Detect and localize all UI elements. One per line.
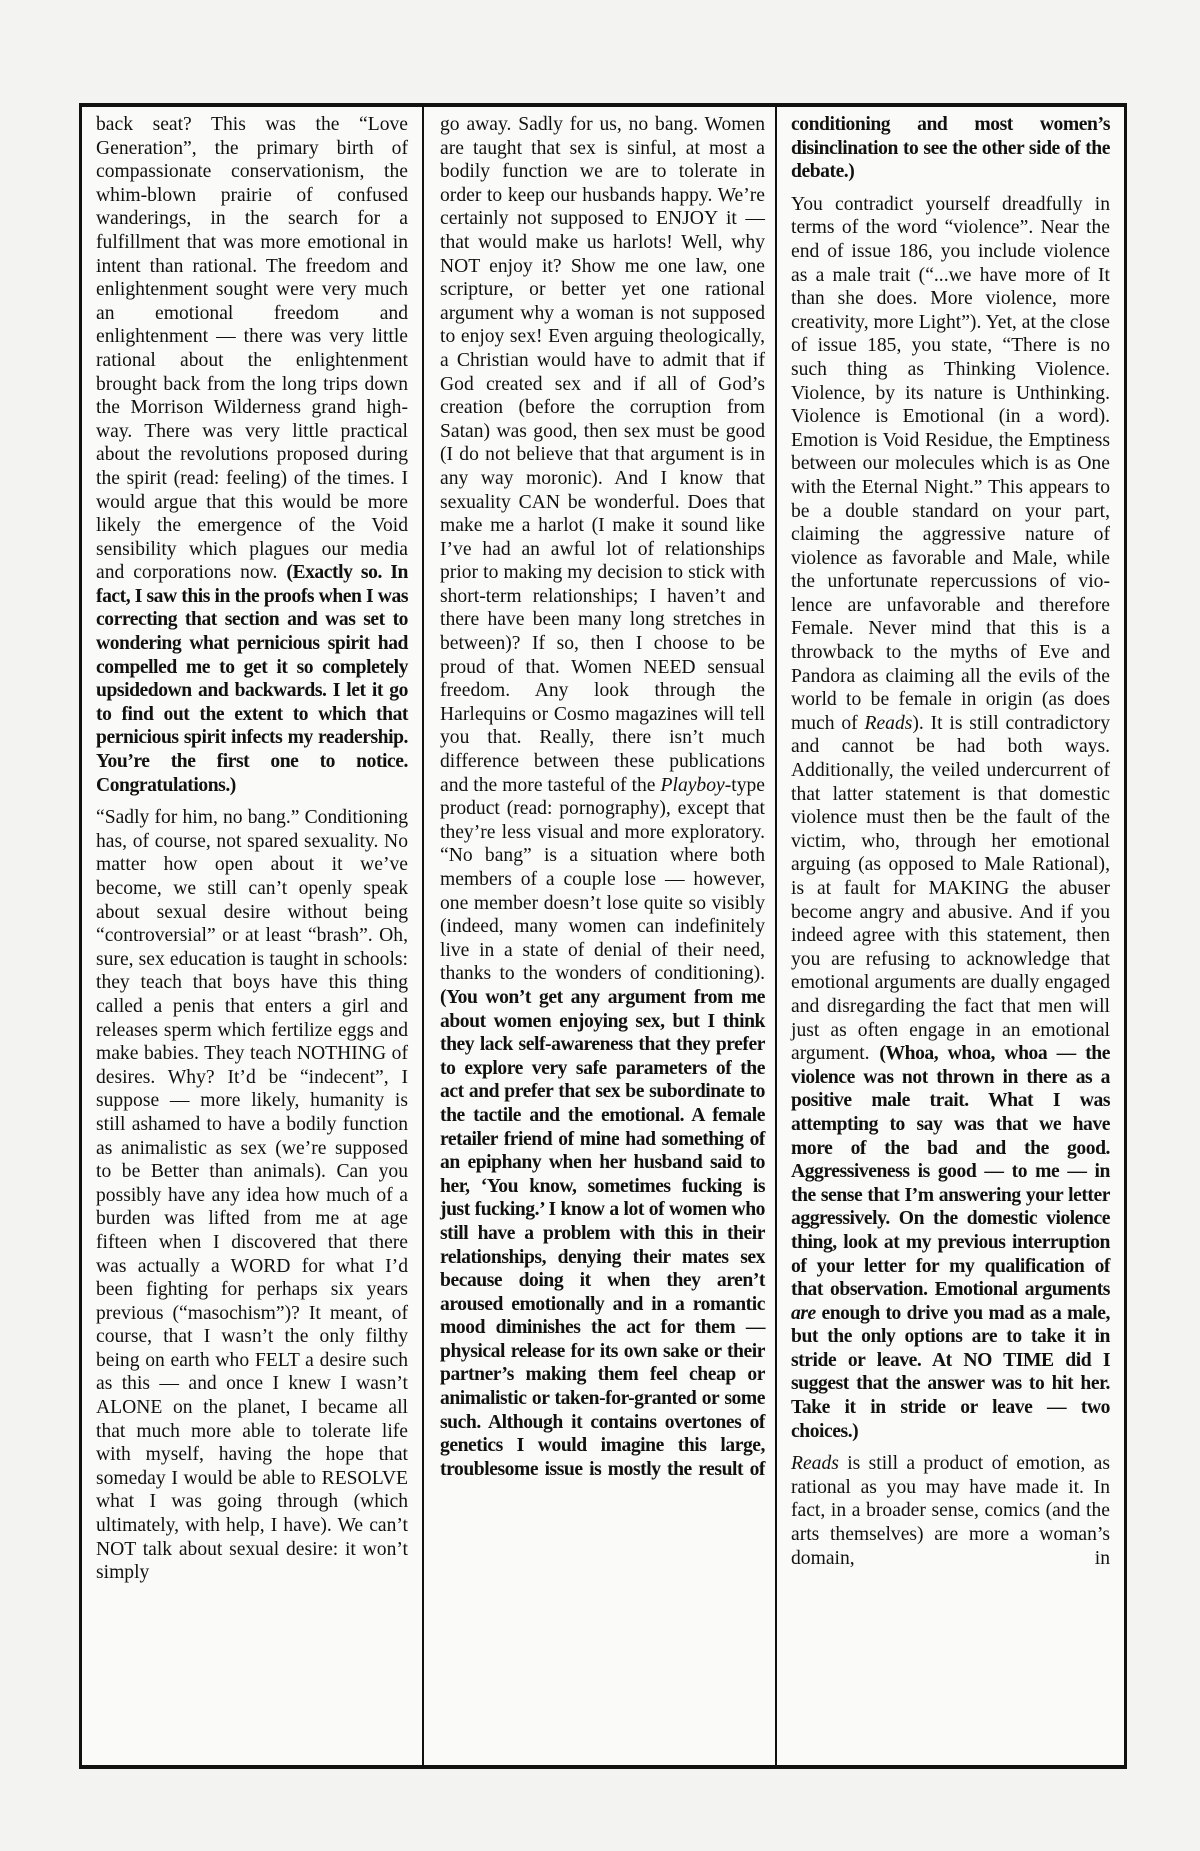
paragraph (440, 113, 765, 1481)
letter-text: go away. Sadly for us, no bang. Women are taught that sex is sinful, at most a bodily function we are to tolerate in order to keep our husbands happy. We’re certainly not supposed to ENJOY it — that would make us harlots! Well, why NOT enjoy it? Show me one law, one scripture, or better yet one rational argument why a woman is not supposed to enjoy sex! Even arguing theologically, a Christian would have to admit that if God created sex and if all of God’s creation (before the corruption from Satan) was good, then sex must be good (I do not believe that that argument is in any way moronic). And I know that sexuality CAN be wonderful. Does that make me a harlot (I make it sound like I’ve had an awful lot of relationships prior to making my decision to stick with short-term relationships; I haven’t and there have been many long stretches in between)? If so, then I choose to be proud of that. Women NEED sensual freedom. Any look through the Harlequins or Cosmo magazines will tell you that. Really, there isn’t much difference between these publications and the more tasteful of the (440, 114, 765, 796)
letter-text: Reads (864, 712, 913, 734)
letter-text: is still a product of emotion, as rational as you may have made it. In fact, in a broader sense, comics (and the arts themselves) are more a woman’s domain, in (791, 1453, 1110, 1569)
editor-reply-text: (You won’t get any argument from me about women enjoying sex, but I think they lack self-awareness that they prefer to explore very safe parameters of the act and prefer that sex be subordinate to the tactile and the emotional. A female retailer friend of mine had something of an epiphany when her husband said to her, ‘You know, sometimes fucking is just fucking.’ I know a lot of women who still have a problem with this in their relationships, denying their mates sex because doing it when they aren’t aroused emotionally and in a romantic mood diminishes the act for them — physical release for its own sake or their partner’s making them feel cheap or animalistic or taken-for-granted or some such. Although it contains overtones of genetics I would imagine this large, troublesome issue is mostly the result of (440, 986, 765, 1480)
column-2 (424, 107, 777, 1765)
editor-reply-text: (Whoa, whoa, whoa — the violence was not thrown in there as a positive male trait. What I was attempting to say was that we have more of the bad and the good. Aggressiveness is good — to me — in the sense that I’m answering your letter aggressively. On the domestic violence thing, look at my previous interruption of your letter for my qualification of that observation. Emotional arguments (791, 1043, 1110, 1301)
editor-reply-text: conditioning and most women’s disinclination to see the other side of the debate.) (791, 114, 1110, 183)
editor-reply-text: (Exactly so. In fact, I saw this in the proofs when I was correcting that section and was set to wondering what pernicious spirit had compelled me to get it so completely upsidedown and backwards. I let it go to find out the extent to which that pernicious spirit infects my readership. You’re the first one to notice. Congratulations.) (96, 562, 408, 796)
letter-text: ). It is still contradictory and cannot be had both ways. Additionally, the veiled undercurrent of that latter statement is that domestic violence must then be the fault of the victim, who, through her emotional arguing (as opposed to Male Rational), is at fault for MAKING the abuser become angry and abusive. And if you indeed agree with this statement, then you are refusing to acknowledge that emotional arguments are dually engaged and disregarding the fact that men will just as often engage in an emotional argument. (791, 712, 1110, 1065)
paragraph (791, 193, 1110, 1443)
paragraph (96, 806, 408, 1585)
letter-text: “Sadly for him, no bang.” Conditioning has, of course, not spared sexuality. No matter how open about it we’ve become, we still can’t openly speak about sexual desire without being “controversial” or at least “brash”. Oh, sure, sex education is taught in schools: they teach that boys have this thing called a penis that enters a girl and releases sperm which fertilize eggs and make babies. They teach NOTHING of desires. Why? It’d be “indecent”, I suppose — more likely, humanity is still ashamed to have a bodily function as animalistic as sex (we’re supposed to be Better than animals). Can you possibly have any idea how much of a burden was lifted from me at age fifteen when I discovered that there was actually a WORD for what I’d been fighting for perhaps six years previous (“masochism”)? It meant, of course, that I wasn’t the only filthy being on earth who FELT a desire such as this — and once I knew I wasn’t ALONE on the planet, I became all that much more able to tolerate life with myself, having the hope that someday I would be able to RESOLVE what I was going through (which ultimately, with help, I have). We can’t NOT talk about sexual desire: it won’t simply (96, 807, 408, 1584)
editor-reply-text: are (791, 1302, 816, 1324)
letter-text: back seat? This was the “Love Generation”, the primary birth of compassionate conservationism, the whim-blown prairie of confused wanderings, in the search for a fulfillment that was more emotional in intent than rational. The freedom and enlightenment sought were very much an emotional freedom and enlightenment — there was very little rational about the enlightenment brought back from the long trips down the Morrison Wilderness grand highway. There was very little practical about the revolutions proposed during the spirit (read: feeling) of the times. I would argue that this would be more likely the emergence of the Void sensibility which plagues our media and corporations now. (96, 114, 408, 584)
letters-column-frame (79, 103, 1127, 1769)
column-1 (82, 107, 424, 1765)
letter-text: You contradict yourself dreadfully in terms of the word “violence”. Near the end of issue 186, you include violence as a male trait (“...we have more of It than she does. More violence, more creativity, more Light”). Yet, at the close of issue 185, you state, “There is no such thing as Thinking Violence. Violence, by its nature is Unthinking. Violence is Emotional (in a word). Emotion is Void Residue, the Emptiness between our molecules which is as One with the Eternal Night.” This appears to be a double standard on your part, claiming the aggressive nature of violence as favorable and Male, while the unfortunate repercussions of violence are unfavorable and therefore Female. Never mind that this is a throwback to the myths of Eve and Pandora as claiming all the evils of the world to be female in origin (as does much of (791, 193, 1110, 734)
letter-text: Reads (791, 1453, 839, 1475)
letter-text: -type product (read: pornography), except that they’re less visual and more exploratory. “No bang” is a situation where both members of a couple lose — however, one member doesn’t lose quite so visibly (indeed, many women can indefinitely live in a state of denial of their need, thanks to the wonders of conditioning). (440, 774, 765, 985)
editor-reply-text: enough to drive you mad as a male, but the only options are to take it in stride or leave. At NO TIME did I suggest that the answer was to hit her. Take it in stride or leave — two choices.) (791, 1302, 1110, 1442)
paragraph (791, 1452, 1110, 1570)
column-3 (777, 107, 1124, 1765)
letter-text: Playboy (660, 774, 725, 796)
paragraph (791, 113, 1110, 184)
paragraph (96, 113, 408, 797)
